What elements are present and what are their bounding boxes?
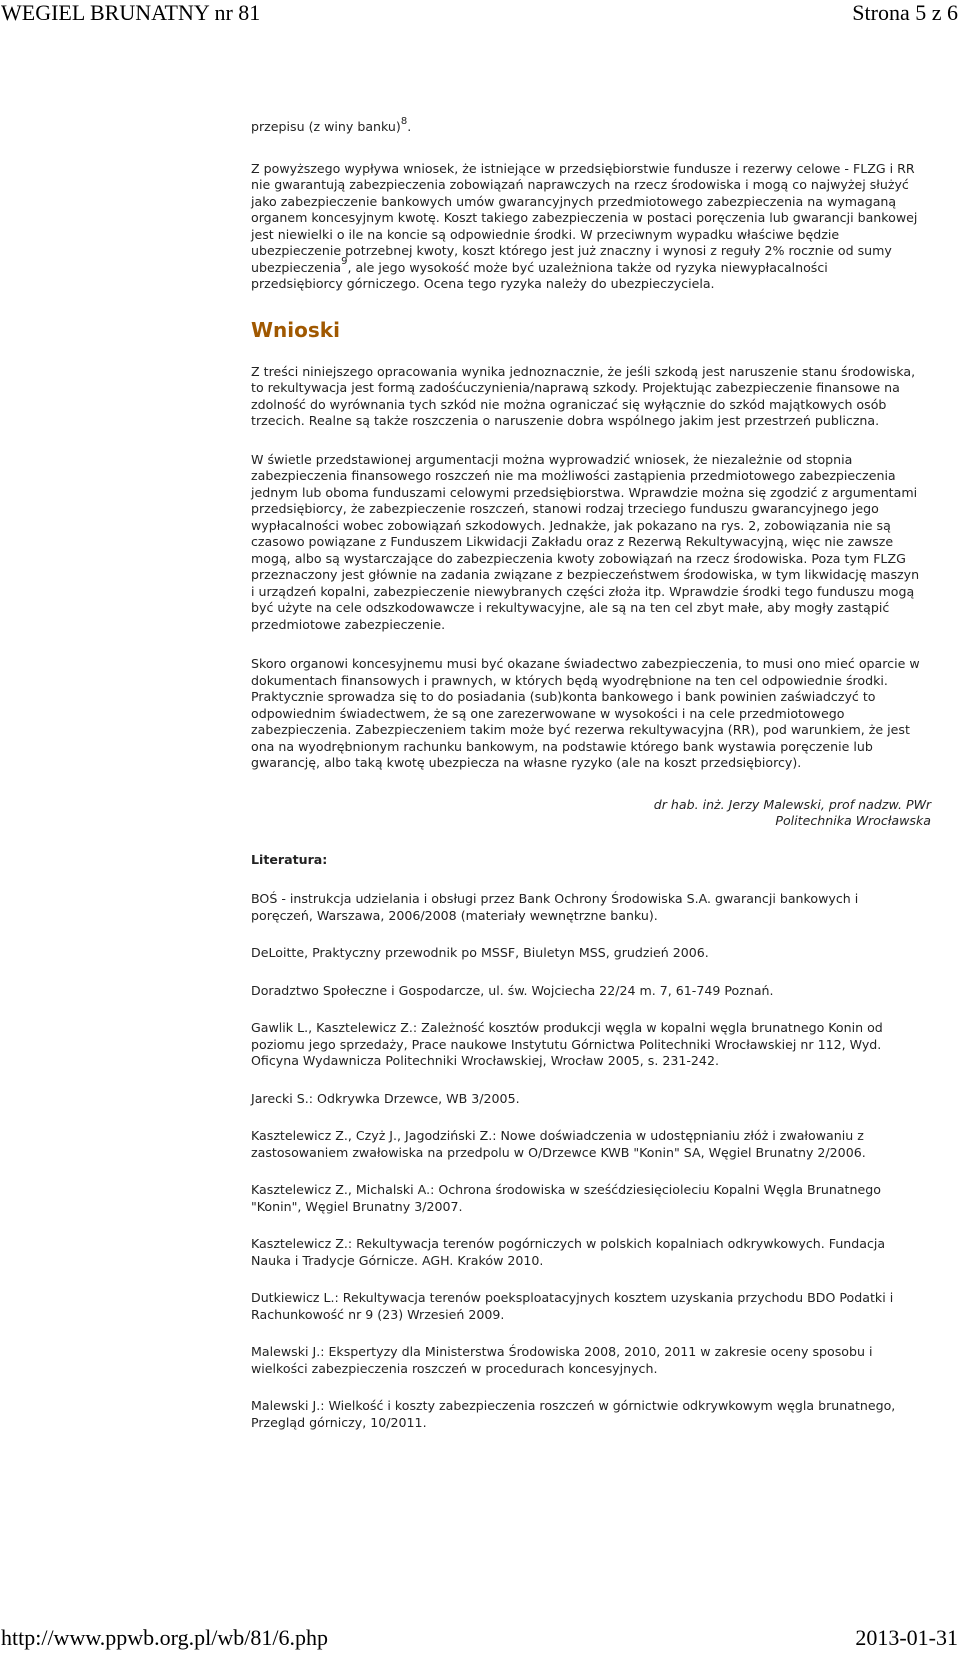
bibliography-item: Kasztelewicz Z.: Rekultywacja terenów pogórniczych w polskich kopalniach odkrywkowych. Fundacja Nauka i Tradycje Górnicze. AGH. Kraków 2010. bbox=[251, 1236, 886, 1268]
paragraph-1-text-b: , ale jego wysokość może być uzależniona także od ryzyka niewypłacalności przedsiębiorcy górniczego. Ocena tego ryzyka należy do ubezpieczyciela. bbox=[251, 259, 828, 291]
bibliography-item: Doradztwo Społeczne i Gospodarcze, ul. św. Wojciecha 22/24 m. 7, 61-749 Poznań. bbox=[251, 982, 774, 998]
bibliography-item: Kasztelewicz Z., Michalski A.: Ochrona środowiska w sześćdziesięcioleciu Kopalni Węgla Brunatnego "Konin", Węgiel Brunatny 3/2007. bbox=[251, 1182, 881, 1214]
bibliography-item: DeLoitte, Praktyczny przewodnik po MSSF, Biuletyn MSS, grudzień 2006. bbox=[251, 945, 709, 960]
author-name: dr hab. inż. Jerzy Malewski, prof nadzw. PWr bbox=[653, 796, 931, 812]
bibliography-item: Malewski J.: Wielkość i koszty zabezpieczenia roszczeń w górnictwie odkrywkowym węgla brunatnego, Przegląd górniczy, 10/2011. bbox=[251, 1398, 896, 1430]
footnote-ref-9[interactable]: 9 bbox=[341, 256, 348, 268]
article-content bbox=[251, 108, 931, 1431]
bibliography-item: Gawlik L., Kasztelewicz Z.: Zależność kosztów produkcji węgla w kopalni węgla brunatnego Konin od poziomu jego sprzedaży, Prace naukowe Instytutu Górnictwa Politechniki Wrocławskiej nr 112, Wyd. Oficyna Wydawnicza Politechniki Wrocławskiej, Wrocław 2005, s. 231-242. bbox=[251, 1020, 883, 1068]
bibliography-item: Malewski J.: Ekspertyzy dla Ministerstwa Środowiska 2008, 2010, 2011 w zakresie oceny sposobu i wielkości zabezpieczenia roszczeń w procedurach koncesyjnych. bbox=[251, 1344, 873, 1376]
paragraph-2: Z treści niniejszego opracowania wynika jednoznacznie, że jeśli szkodą jest naruszenie stanu środowiska, to rekultywacja jest formą zadośćuczynienia/naprawą szkody. Projektując zabezpieczenie finansowe na zdolność do wyrównania tych szkód nie można ograniczać się wyłącznie do szkód majątkowych osób trzecich. Realne są także roszczenia o naruszenie dobra wspólnego jakim jest przestrzeń publiczna. bbox=[251, 363, 916, 428]
footer-date: 2013-01-31 bbox=[855, 1625, 958, 1650]
header-title: WEGIEL BRUNATNY nr 81 bbox=[1, 0, 261, 25]
paragraph-3: W świetle przedstawionej argumentacji można wyprowadzić wniosek, że niezależnie od stopnia zabezpieczenia finansowego roszczeń nie ma możliwości zastąpienia przedmiotowego zabezpieczenia jednym lub oboma funduszami celowymi przedsiębiorstwa. Wprawdzie można się zgodzić z argumentami przedsiębiorcy, że zabezpieczenie roszczeń, stanowi rodzaj trzeciego funduszu gwarancyjnego jego wypłacalności wobec zobowiązań szkodowych. Jednakże, jak pokazano na rys. 2, zobowiązania nie są czasowo powiązane z Funduszem Likwidacji Zakładu oraz z Rezerwą Rekultywacyjną, więc nie zawsze mogą, albo są wystarczające do zabezpieczenia kwoty zobowiązań na rzecz środowiska. Poza tym FLZG przeznaczony jest głównie na zadania związane z bezpieczeństwem środowiska, w tym likwidację maszyn i urządzeń kopalni, zabezpieczenie niewybranych części złoża itp. Wprawdzie środki tego funduszu mogą być użyte na cele odszkodowawcze i rekultywacyjne, ale są na ten cel zbyt małe, aby mogły zastąpić przedmiotowe zabezpieczenie. bbox=[251, 451, 920, 632]
literature-heading: Literatura: bbox=[251, 851, 328, 867]
bibliography-item: Kasztelewicz Z., Czyż J., Jagodziński Z.: Nowe doświadczenia w udostępnianiu złóż i zwałowaniu z zastosowaniem zwałowiska na przedpolu w O/Drzewce KWB "Konin" SA, Węgiel Brunatny 2/2006. bbox=[251, 1128, 866, 1160]
paragraph-intro-text: przepisu (z winy banku) bbox=[251, 119, 401, 134]
paragraph-intro-end: . bbox=[407, 119, 412, 134]
bibliography-item: BOŚ - instrukcja udzielania i obsługi przez Bank Ochrony Środowiska S.A. gwarancji bankowych i poręczeń, Warszawa, 2006/2008 (materiały wewnętrzne banku). bbox=[251, 891, 859, 923]
author-signature bbox=[251, 797, 931, 830]
bibliography-item: Dutkiewicz L.: Rekultywacja terenów poeksploatacyjnych kosztem uzyskania przychodu BDO Podatki i Rachunkowość nr 9 (23) Wrzesień 2009. bbox=[251, 1290, 894, 1322]
paragraph-4: Skoro organowi koncesyjnemu musi być okazane świadectwo zabezpieczenia, to musi ono mieć oparcie w dokumentach finansowych i prawnych, w których będą wyodrębnione na ten cel odpowiednie środki. Praktycznie sprowadza się to do posiadania (sub)konta bankowego i bank powinien zaświadczyć to odpowiednim świadectwem, że są one zarezerwowane w wysokości i na cele przedmiotowego zabezpieczenia. Zabezpieczeniem takim może być rezerwa rekultywacyjna (RR), pod warunkiem, że jest ona na wyodrębnionym rachunku bankowym, na podstawie którego bank wystawia poręczenie lub gwarancję, albo taką kwotę ubezpiecza na własne ryzyko (ale na koszt przedsiębiorcy). bbox=[251, 656, 920, 770]
bibliography-item: Jarecki S.: Odkrywka Drzewce, WB 3/2005. bbox=[251, 1090, 520, 1106]
paragraph-1-text-a: Z powyższego wypływa wniosek, że istniejące w przedsiębiorstwie fundusze i rezerwy celowe - FLZG i RR nie gwarantują zabezpieczenia zobowiązań naprawczych na rzecz środowiska i mogą co najwyżej służyć jako zabezpieczenie bankowych umów gwarancyjnych przedmiotowego zabezpieczenia na wymaganą organem koncesyjnym kwotę. Koszt takiego zabezpieczenia w postaci poręczenia lub gwarancji bankowej jest niewielki o ile na koncie są odpowiednie środki. W przeciwnym wypadku właściwe będzie ubezpieczenie potrzebnej kwoty, koszt którego jest już znaczny i wynosi z reguły 2% rocznie od sumy ubezpieczenia bbox=[251, 160, 918, 275]
header-page-number: Strona 5 z 6 bbox=[852, 0, 958, 25]
paragraph-1 bbox=[251, 161, 923, 293]
footnote-ref-8[interactable]: 8 bbox=[400, 115, 408, 127]
author-affiliation: Politechnika Wrocławska bbox=[775, 813, 931, 828]
paragraph-intro bbox=[251, 115, 923, 136]
bibliography-list bbox=[251, 891, 923, 1431]
footer-url[interactable]: http://www.ppwb.org.pl/wb/81/6.php bbox=[1, 1625, 328, 1650]
section-title: Wnioski bbox=[251, 317, 340, 342]
